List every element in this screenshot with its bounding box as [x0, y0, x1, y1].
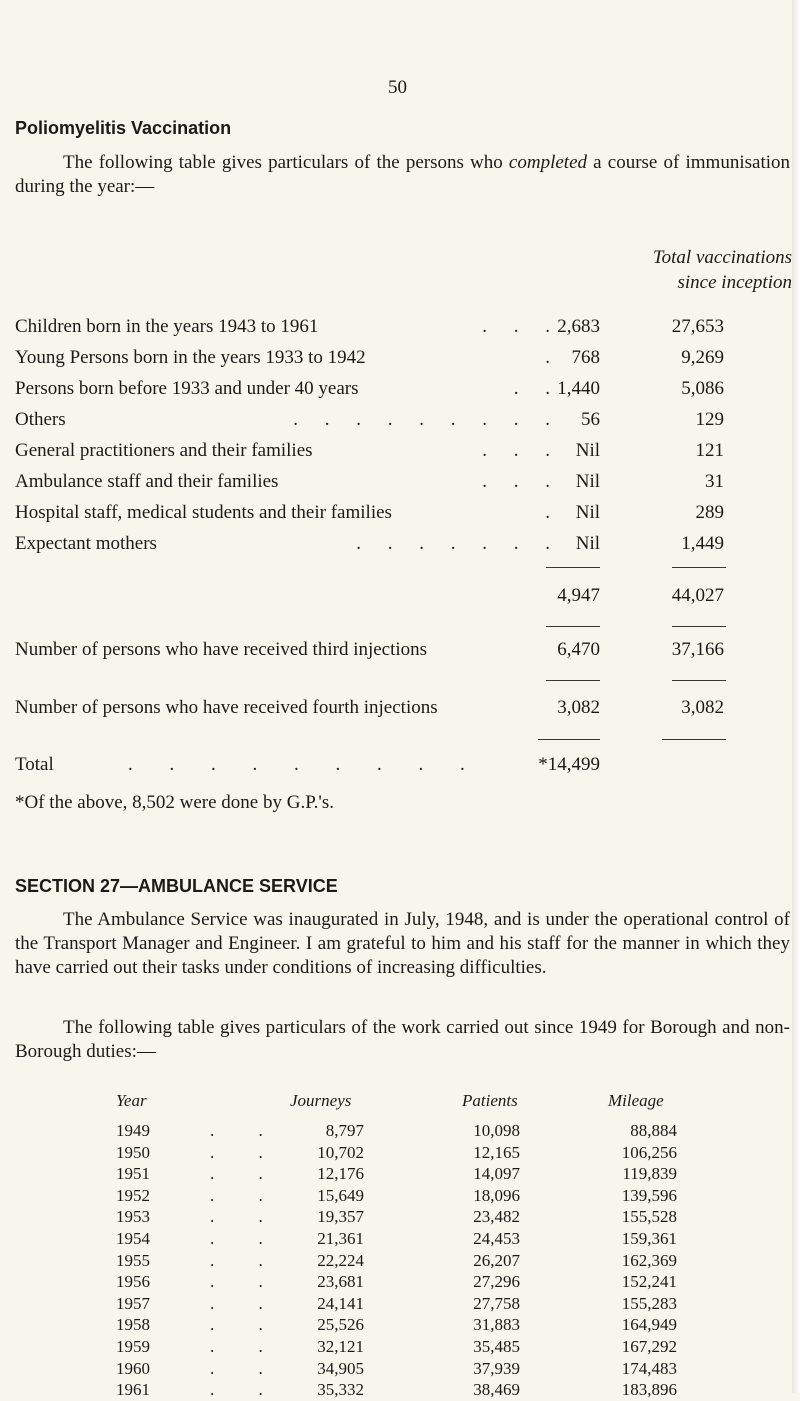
row-mileage: 174,483 — [621, 1358, 677, 1378]
row-patients: 31,883 — [473, 1315, 520, 1335]
grand-total-label: Total — [15, 754, 54, 775]
polio-heading: Poliomyelitis Vaccination — [15, 118, 232, 138]
row-journeys: 10,702 — [317, 1142, 364, 1162]
row-leader: . . — [210, 1272, 263, 1292]
row-total-value: 9,269 — [681, 347, 724, 368]
intro-emphasis: completed — [508, 152, 587, 173]
rule — [672, 680, 726, 681]
row-patients: 27,296 — [473, 1272, 520, 1292]
row-patients: 35,485 — [473, 1337, 520, 1356]
row-year-value: Nil — [575, 440, 600, 461]
subtotal-year: 4,947 — [557, 585, 600, 606]
para2-text: The following table gives particulars of the work carried out since 1949 for Borough and non-Borough duties:— — [15, 1017, 790, 1062]
row-leader: . — [545, 502, 550, 523]
row-leader: . — [545, 347, 550, 368]
row-year-value: 56 — [581, 409, 600, 430]
row-leader: . . — [210, 1380, 263, 1400]
rule — [546, 626, 600, 627]
row-mileage: 159,361 — [621, 1229, 677, 1248]
row-year: 1957 — [116, 1293, 150, 1313]
row-patients: 18,096 — [473, 1185, 520, 1205]
rule — [672, 626, 726, 627]
row-year: 1951 — [116, 1164, 150, 1184]
row-journeys: 35,332 — [317, 1380, 364, 1400]
row-patients: 37,939 — [473, 1358, 520, 1378]
row-patients: 14,097 — [473, 1164, 520, 1184]
row-leader: . . — [210, 1142, 263, 1162]
ambulance-para2 — [15, 1016, 790, 1064]
header-journeys: Journeys — [290, 1091, 352, 1110]
row-patients: 38,469 — [473, 1380, 520, 1400]
row-journeys: 22,224 — [317, 1250, 364, 1270]
row-total-value: 31 — [705, 471, 724, 492]
row-mileage: 183,896 — [621, 1380, 677, 1400]
rule — [546, 567, 600, 568]
row-mileage: 88,884 — [630, 1121, 677, 1140]
row-total-value: 289 — [695, 502, 724, 523]
row-year: 1961 — [116, 1380, 150, 1400]
grand-total-leader: . . . . . . . . . — [128, 754, 465, 775]
row-patients: 24,453 — [473, 1229, 520, 1248]
rule — [662, 739, 726, 740]
fourth-label: Number of persons who have received fourth injections — [15, 697, 438, 718]
row-leader: . . — [210, 1315, 263, 1335]
header-mileage: Mileage — [608, 1091, 664, 1110]
third-label: Number of persons who have received third injections — [15, 639, 428, 660]
header-patients: Patients — [462, 1091, 518, 1110]
row-mileage: 152,241 — [621, 1272, 677, 1292]
row-patients: 23,482 — [473, 1207, 520, 1227]
row-patients: 27,758 — [473, 1293, 520, 1313]
row-mileage: 167,292 — [621, 1337, 677, 1356]
row-label: Expectant mothers — [15, 533, 157, 554]
row-total-value: 129 — [695, 409, 724, 430]
row-leader: . . — [210, 1164, 263, 1184]
ambulance-heading: SECTION 27—AMBULANCE SERVICE — [15, 876, 338, 896]
row-leader: . . . — [482, 440, 550, 461]
col-header-line1: Total vaccinations — [652, 247, 792, 268]
row-journeys: 32,121 — [317, 1337, 364, 1356]
polio-footnote: *Of the above, 8,502 were done by G.P.'s. — [15, 792, 334, 813]
row-year: 1950 — [116, 1142, 150, 1162]
row-leader: . . — [210, 1250, 263, 1270]
row-leader: . . — [210, 1358, 263, 1378]
row-leader: . . . — [482, 471, 550, 492]
row-leader: . . — [210, 1293, 263, 1313]
row-journeys: 23,681 — [317, 1272, 364, 1292]
row-year-value: Nil — [575, 502, 600, 523]
row-label: General practitioners and their families — [15, 440, 313, 461]
row-leader: . . . . . . . — [356, 533, 550, 554]
fourth-total: 3,082 — [681, 697, 724, 718]
page-edge — [792, 0, 800, 1393]
row-year: 1956 — [116, 1272, 150, 1292]
row-label: Ambulance staff and their families — [15, 471, 279, 492]
grand-total-year: *14,499 — [538, 754, 600, 775]
row-year-value: 768 — [571, 347, 600, 368]
header-year: Year — [116, 1091, 147, 1110]
row-journeys: 25,526 — [317, 1315, 364, 1335]
polio-intro — [15, 151, 790, 199]
row-patients: 10,098 — [473, 1121, 520, 1140]
page-number: 50 — [388, 77, 407, 98]
row-year: 1954 — [116, 1229, 150, 1248]
third-total: 37,166 — [671, 639, 724, 660]
row-leader: . . — [210, 1207, 263, 1227]
row-label: Children born in the years 1943 to 1961 — [15, 316, 319, 337]
row-leader: . . — [210, 1229, 263, 1248]
row-leader: . . . . . . . . . — [293, 409, 550, 430]
row-label: Persons born before 1933 and under 40 years — [15, 378, 359, 399]
row-journeys: 8,797 — [325, 1121, 364, 1140]
row-label: Young Persons born in the years 1933 to 1942 — [15, 347, 366, 368]
row-year-value: 1,440 — [557, 378, 600, 399]
row-year-value: Nil — [575, 533, 600, 554]
rule — [672, 567, 726, 568]
row-journeys: 15,649 — [317, 1185, 364, 1205]
rule — [538, 739, 600, 740]
row-patients: 12,165 — [473, 1142, 520, 1162]
row-total-value: 1,449 — [681, 533, 724, 554]
row-year: 1959 — [116, 1337, 150, 1356]
row-mileage: 155,528 — [621, 1207, 677, 1227]
row-total-value: 27,653 — [671, 316, 724, 337]
row-total-value: 5,086 — [681, 378, 724, 399]
row-leader: . . — [513, 378, 550, 399]
row-year: 1952 — [116, 1185, 150, 1205]
row-year-value: 2,683 — [557, 316, 600, 337]
col-header-line2: since inception — [677, 272, 792, 293]
row-year: 1958 — [116, 1315, 150, 1335]
intro-post: a course of immunisation during the year:— — [15, 152, 790, 197]
row-year: 1955 — [116, 1250, 150, 1270]
row-mileage: 106,256 — [621, 1142, 677, 1162]
row-year: 1960 — [116, 1358, 150, 1378]
row-mileage: 164,949 — [621, 1315, 677, 1335]
row-mileage: 119,839 — [622, 1164, 677, 1184]
subtotal-total: 44,027 — [671, 585, 724, 606]
row-journeys: 34,905 — [317, 1358, 364, 1378]
row-total-value: 121 — [695, 440, 724, 461]
row-journeys: 21,361 — [317, 1229, 364, 1248]
rule — [546, 680, 600, 681]
row-leader: . . — [210, 1185, 263, 1205]
ambulance-para1 — [15, 908, 790, 980]
row-year: 1949 — [116, 1121, 150, 1140]
fourth-year: 3,082 — [557, 697, 600, 718]
third-year: 6,470 — [557, 639, 600, 660]
para1-text: The Ambulance Service was inaugurated in July, 1948, and is under the operational control of the Transport Manager and Engineer. I am grateful to him and his staff for the manner in which they have carried out their tasks under conditions of increasing difficulties. — [15, 909, 790, 978]
row-label: Hospital staff, medical students and their families — [15, 502, 392, 523]
row-label: Others — [15, 409, 66, 430]
row-patients: 26,207 — [473, 1250, 520, 1270]
row-leader: . . . — [482, 316, 550, 337]
row-mileage: 155,283 — [621, 1293, 677, 1313]
row-journeys: 12,176 — [317, 1164, 364, 1184]
row-mileage: 162,369 — [621, 1250, 677, 1270]
row-journeys: 19,357 — [317, 1207, 364, 1227]
row-leader: . . — [210, 1337, 263, 1356]
intro-pre: The following table gives particulars of the persons who — [63, 152, 509, 173]
row-mileage: 139,596 — [621, 1185, 677, 1205]
row-year: 1953 — [116, 1207, 150, 1227]
row-leader: . . — [210, 1121, 263, 1140]
row-journeys: 24,141 — [317, 1293, 364, 1313]
row-year-value: Nil — [575, 471, 600, 492]
